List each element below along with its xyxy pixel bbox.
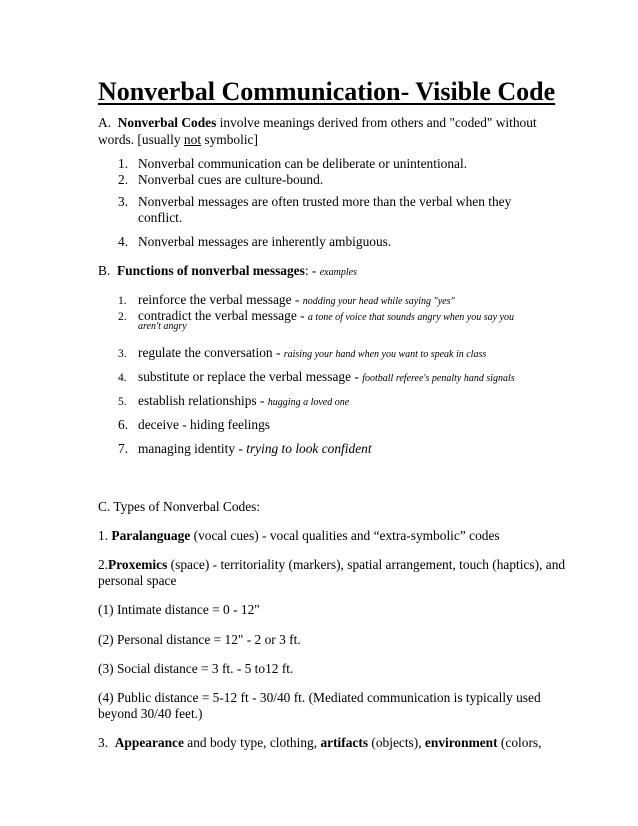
section-c-heading: C. Types of Nonverbal Codes:	[98, 499, 261, 514]
list-item-example: hugging a loved one	[267, 397, 350, 408]
section-b-item-6	[118, 416, 270, 433]
section-a-line1-rest: involve meanings derived from others and "coded" without	[216, 115, 537, 130]
appearance-term: Appearance	[114, 735, 184, 750]
list-item-text: establish relationships -	[138, 393, 268, 408]
section-b-term: Functions of nonverbal messages	[116, 263, 305, 278]
section-b-prefix: B.	[98, 263, 111, 278]
section-c-item-2	[98, 556, 565, 573]
section-c-item-2-cont: personal space	[98, 573, 177, 588]
list-number: 4.	[118, 234, 129, 249]
paralanguage-term: Paralanguage	[111, 528, 191, 543]
list-number: 2.	[118, 311, 127, 323]
list-item-text: (space) - territoriality (markers), spatial arrangement, touch (haptics), and	[167, 557, 566, 572]
proxemics-term: Proxemics	[108, 557, 168, 572]
section-a-item-1	[118, 155, 467, 172]
section-b-item-3	[118, 344, 486, 362]
list-item-example: nodding your head while saying "yes"	[302, 296, 455, 307]
distance-public-cont: beyond 30/40 feet.)	[98, 706, 203, 721]
list-item-text: and body type, clothing,	[183, 735, 321, 750]
list-item-example: football referee's penalty hand signals	[362, 373, 515, 384]
list-number: 6.	[118, 417, 129, 432]
section-b-item-2-cont: aren't angry	[138, 321, 187, 332]
list-item-text: (colors,	[497, 735, 542, 750]
list-item-example: raising your hand when you want to speak in class	[283, 349, 487, 360]
section-b-item-5	[118, 392, 349, 410]
list-item-text: regulate the conversation -	[138, 345, 284, 360]
list-number: 2.	[98, 557, 109, 572]
list-number: 1.	[98, 528, 109, 543]
list-number: 4.	[118, 372, 127, 384]
section-b-heading	[98, 262, 357, 281]
list-item-example: a tone of voice that sounds angry when you say you	[307, 312, 514, 323]
list-item-text: deceive - hiding feelings	[138, 417, 270, 432]
list-number: 3.	[98, 735, 109, 750]
list-number: 5.	[118, 396, 127, 408]
distance-personal: (2) Personal distance = 12" - 2 or 3 ft.	[98, 632, 301, 647]
list-number: 7.	[118, 441, 129, 456]
distance-social: (3) Social distance = 3 ft. - 5 to12 ft.	[98, 661, 294, 676]
page-title: Nonverbal Communication- Visible Code	[98, 77, 556, 106]
list-number: 3.	[118, 194, 129, 209]
distance-public: (4) Public distance = 5-12 ft - 30/40 ft. (Mediated communication is typically used	[98, 690, 541, 705]
section-a-line2-a: words. [usually	[98, 132, 184, 147]
section-a-line1	[98, 114, 537, 131]
section-b-item-4	[118, 368, 515, 386]
section-a-prefix: A.	[98, 115, 112, 130]
artifacts-term: artifacts	[320, 735, 369, 750]
section-a-line2-b: symbolic]	[201, 132, 258, 147]
environment-term: environment	[424, 735, 498, 750]
list-item-text: (vocal cues) - vocal qualities and “extra-symbolic” codes	[190, 528, 500, 543]
list-number: 2.	[118, 172, 129, 187]
list-number: 3.	[118, 348, 127, 360]
list-item-text: managing identity -	[138, 441, 247, 456]
section-a-item-2	[118, 171, 323, 188]
section-b-item-7	[118, 440, 372, 457]
section-b-examples-label: examples	[319, 267, 357, 278]
list-item-text: reinforce the verbal message -	[138, 292, 303, 307]
list-item-text: contradict the verbal message -	[138, 308, 308, 323]
list-item-text: Nonverbal messages are often trusted more than the verbal when they	[138, 194, 512, 209]
list-number: 1.	[118, 156, 129, 171]
list-item-text: Nonverbal messages are inherently ambiguous.	[138, 234, 392, 249]
section-a-item-4	[118, 233, 391, 250]
section-a-underlined-word: not	[183, 132, 202, 147]
list-item-text: Nonverbal communication can be deliberate or unintentional.	[138, 156, 468, 171]
section-a-item-3-cont: conflict.	[138, 210, 183, 225]
list-item-text: Nonverbal cues are culture-bound.	[138, 172, 324, 187]
section-c-item-3	[98, 734, 541, 751]
section-c-item-1	[98, 527, 500, 544]
section-a-line2	[98, 131, 258, 148]
list-item-text: (objects),	[368, 735, 425, 750]
list-number: 1.	[118, 295, 127, 307]
section-b-colon: : -	[304, 263, 320, 278]
section-a-item-3	[118, 193, 511, 210]
list-item-text: substitute or replace the verbal message -	[138, 369, 363, 384]
list-item-example: trying to look confident	[246, 441, 372, 456]
section-a-term: Nonverbal Codes	[117, 115, 217, 130]
distance-intimate: (1) Intimate distance = 0 - 12"	[98, 602, 260, 617]
